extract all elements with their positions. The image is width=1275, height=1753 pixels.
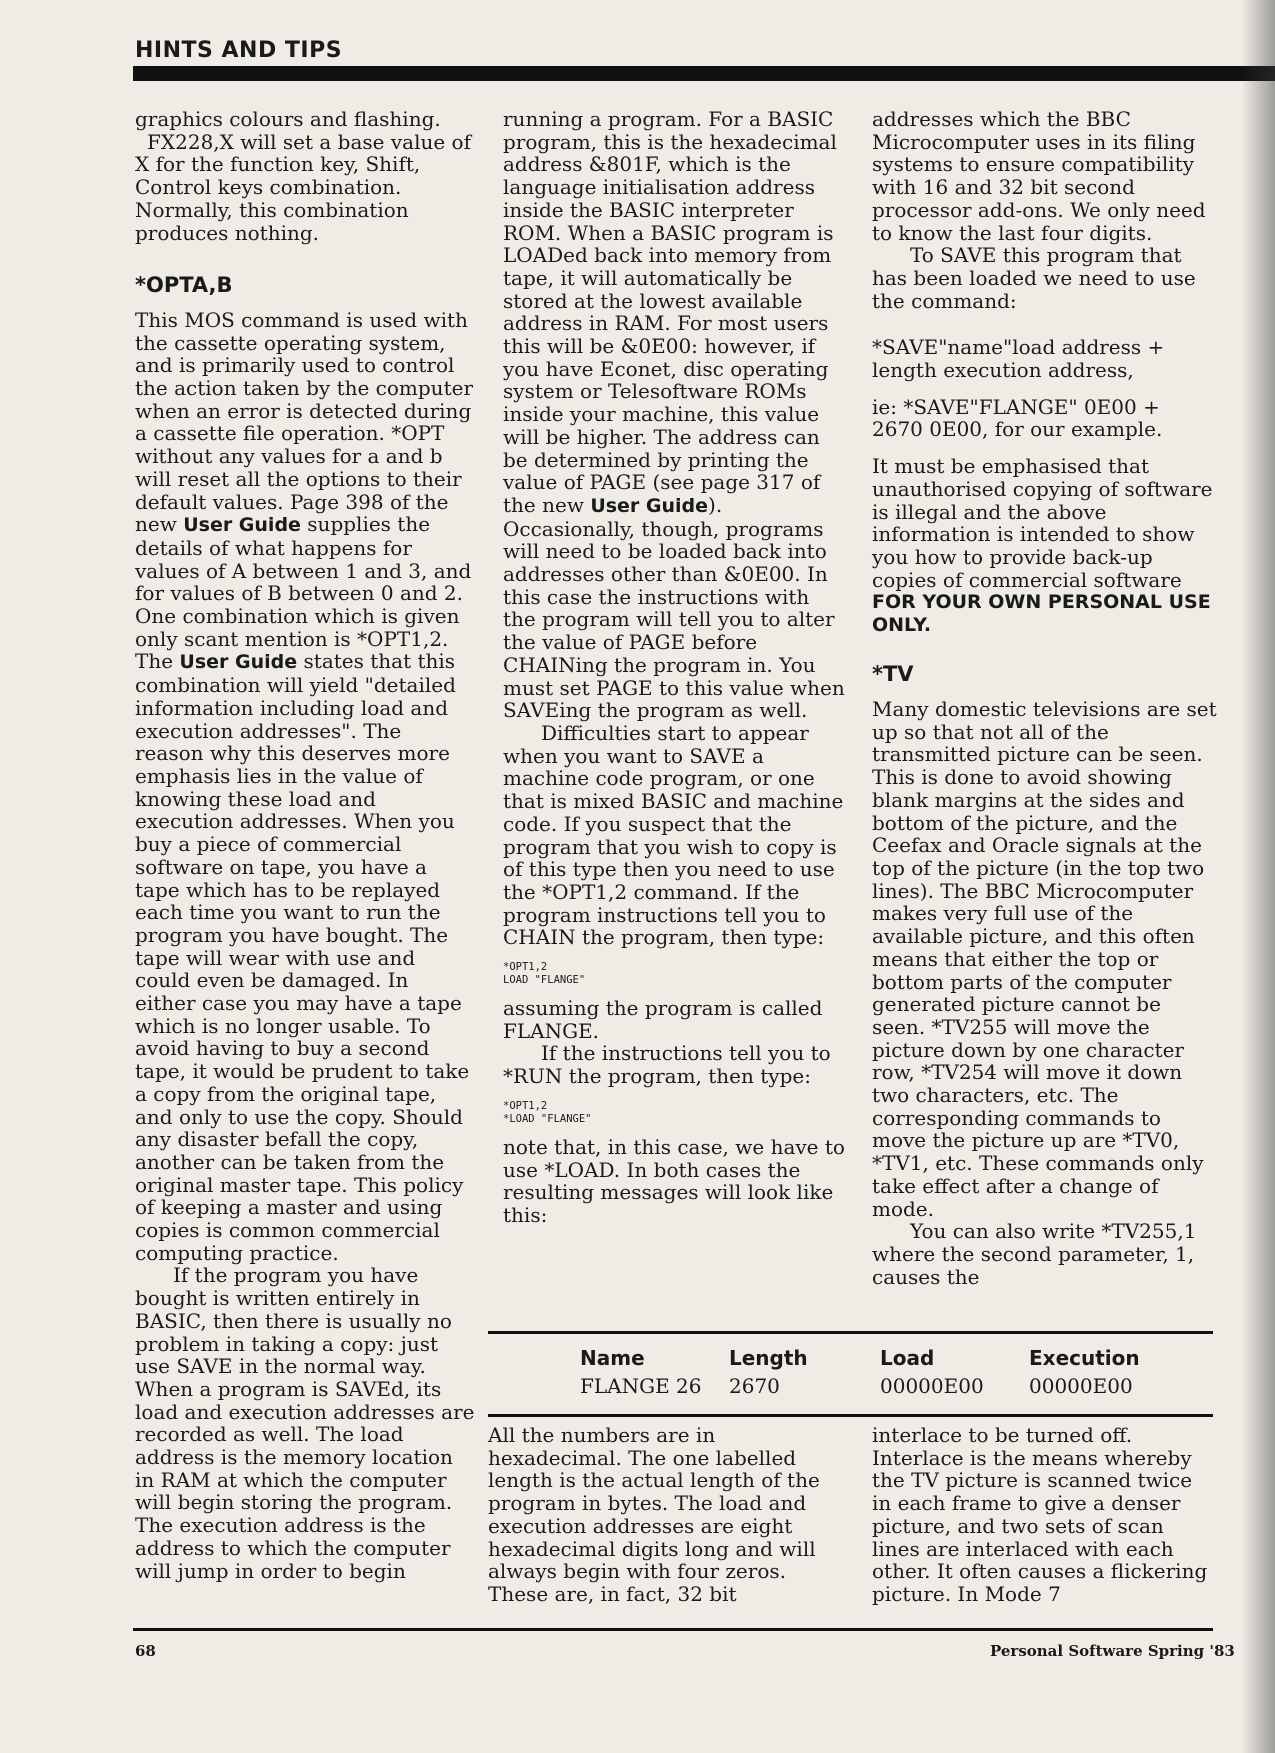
paragraph: addresses which the BBC Microcomputer uses in its filing systems to ensure compatibility with 16 and 32 bit second processor add-ons. We only need to know the last four digits. — [872, 107, 1206, 245]
table-cell: 00000E00 — [1029, 1374, 1133, 1398]
table-rule-top — [488, 1331, 1213, 1334]
subheading-tv: *TV — [872, 662, 914, 687]
table-column-execution — [1029, 1346, 1140, 1398]
table-column-load — [880, 1346, 984, 1398]
command-example: *SAVE"name"load address + length execution address, — [872, 335, 1165, 383]
table-header: Length — [729, 1346, 808, 1370]
table-header: Load — [880, 1346, 935, 1370]
table-cell: 00000E00 — [880, 1374, 984, 1398]
code-block: *OPT1,2 LOAD "FLANGE" — [503, 961, 586, 987]
table-cell: FLANGE 26 — [580, 1374, 702, 1398]
paragraph: graphics colours and flashing. — [135, 107, 441, 131]
header-bar — [133, 66, 1275, 81]
paragraph: All the numbers are in hexadecimal. The one labelled length is the actual length of the program in bytes. The load and execution addresses are eight hexadecimal digits long and will always begin with four zeros. These are, in fact, 32 bit — [488, 1423, 820, 1606]
table-header: Name — [580, 1346, 645, 1370]
paragraph: interlace to be turned off. Interlace is the means whereby the TV picture is scanned twice in each frame to give a denser picture, and two sets of scan lines are interlaced with each other. It often causes a flickering picture. In Mode 7 — [872, 1423, 1208, 1606]
magazine-title: Personal Software Spring '83 — [990, 1642, 1235, 1660]
table-header: Execution — [1029, 1346, 1140, 1370]
table-cell: 2670 — [729, 1374, 780, 1398]
paragraph: It must be emphasised that unauthorised copying of software is illegal and the above information is intended to show you how to provide back-up copies of commercial software — [872, 454, 1213, 592]
column-3-lower — [872, 1424, 1217, 1606]
table-column-length — [729, 1346, 808, 1398]
paragraph: If the instructions tell you to *RUN the program, then type: — [503, 1041, 831, 1089]
code-block: *OPT1,2 *LOAD "FLANGE" — [503, 1099, 592, 1125]
column-2-lower — [488, 1424, 848, 1606]
warning-text: FOR YOUR OWN PERSONAL USE ONLY. — [872, 591, 1211, 637]
paragraph: assuming the program is called FLANGE. — [503, 996, 823, 1043]
paragraph: You can also write *TV255,1 where the second parameter, 1, causes the — [872, 1219, 1197, 1289]
paragraph: To SAVE this program that has been loaded we need to use the command: — [872, 243, 1196, 313]
column-1 — [135, 108, 475, 1582]
paragraph: Difficulties start to appear when you want to SAVE a machine code program, or one that is mixed BASIC and machine code. If you suspect that the program that you wish to copy is of this type then you need to use the *OPT1,2 command. If the program instructions tell you to CHAIN the program, then type: — [503, 720, 844, 950]
paragraph: running a program. For a BASIC program, this is the hexadecimal address &801F, which is the language initialisation address inside the BASIC interpreter ROM. When a BASIC program is LOADed back into memory from tape, it will automatically be stored at the lowest available address in RAM. For most users this will be &0E00: however, if you have Econet, disc operating system or Telesoftware ROMs inside your machine, this value will be higher. The address can be determined by printing the value of PAGE (see page 317 of the new User Guide). Occasionally, though, programs will need to be loaded back into addresses other than &0E00. In this case the instructions with the program will tell you to alter the value of PAGE before CHAINing the program in. You must set PAGE to this value when SAVEing the program as well. — [503, 107, 845, 723]
page-edge-shadow — [1241, 0, 1275, 1753]
column-3 — [872, 108, 1217, 1288]
paragraph: FX228,X will set a base value of X for the function key, Shift, Control keys combination. Normally, this combination produces nothing. — [135, 129, 472, 245]
footer-rule — [133, 1628, 1213, 1631]
paragraph: If the program you have bought is written entirely in BASIC, then there is usually no problem in taking a copy: just use SAVE in the normal way. When a program is SAVEd, its load and execution addresses are recorded as well. The load address is the memory location in RAM at which the computer will begin storing the program. The execution address is the address to which the computer will jump in order to begin — [135, 1263, 475, 1583]
column-2 — [503, 108, 848, 1227]
table-rule-bottom — [488, 1414, 1213, 1417]
paragraph: note that, in this case, we have to use *LOAD. In both cases the resulting messages will look like this: — [503, 1134, 845, 1227]
page-number: 68 — [135, 1642, 156, 1660]
paragraph: Many domestic televisions are set up so that not all of the transmitted picture can be seen. This is done to avoid showing blank margins at the sides and bottom of the picture, and the Ceefax and Oracle signals at the top of the picture (in the top two lines). The BBC Microcomputer makes very full use of the available picture, and this often means that either the top or bottom parts of the computer generated picture cannot be seen. *TV255 will move the picture down by one character row, *TV254 will move it down two characters, etc. The corresponding commands to move the picture up are *TV0, *TV1, etc. These commands only take effect after a change of mode. — [872, 697, 1217, 1221]
paragraph: ie: *SAVE"FLANGE" 0E00 + 2670 0E00, for our example. — [872, 394, 1163, 442]
section-title: HINTS AND TIPS — [135, 38, 343, 63]
paragraph: This MOS command is used with the cassette operating system, and is primarily used to control the action taken by the computer when an error is detected during a cassette file operation. *OPT without any values for a and b will reset all the options to their default values. Page 398 of the new User Guide supplies the details of what happens for values of A between 1 and 3, and for values of B between 0 and 2. One combination which is given only scant mention is *OPT1,2. The User Guide states that this combination will yield "detailed information including load and execution addresses". The reason why this deserves more emphasis lies in the value of knowing these load and execution addresses. When you buy a piece of commercial software on tape, you have a tape which has to be replayed each time you want to run the program you have bought. The tape will wear with use and could even be damaged. In either case you may have a tape which is no longer usable. To avoid having to buy a second tape, it would be prudent to take a copy from the original tape, and only to use the copy. Should any disaster befall the copy, another can be taken from the original master tape. This policy of keeping a master and using copies is common commercial computing practice. — [135, 307, 473, 1265]
subheading-opta: *OPTA,B — [135, 273, 233, 298]
table-column-name — [580, 1346, 701, 1398]
